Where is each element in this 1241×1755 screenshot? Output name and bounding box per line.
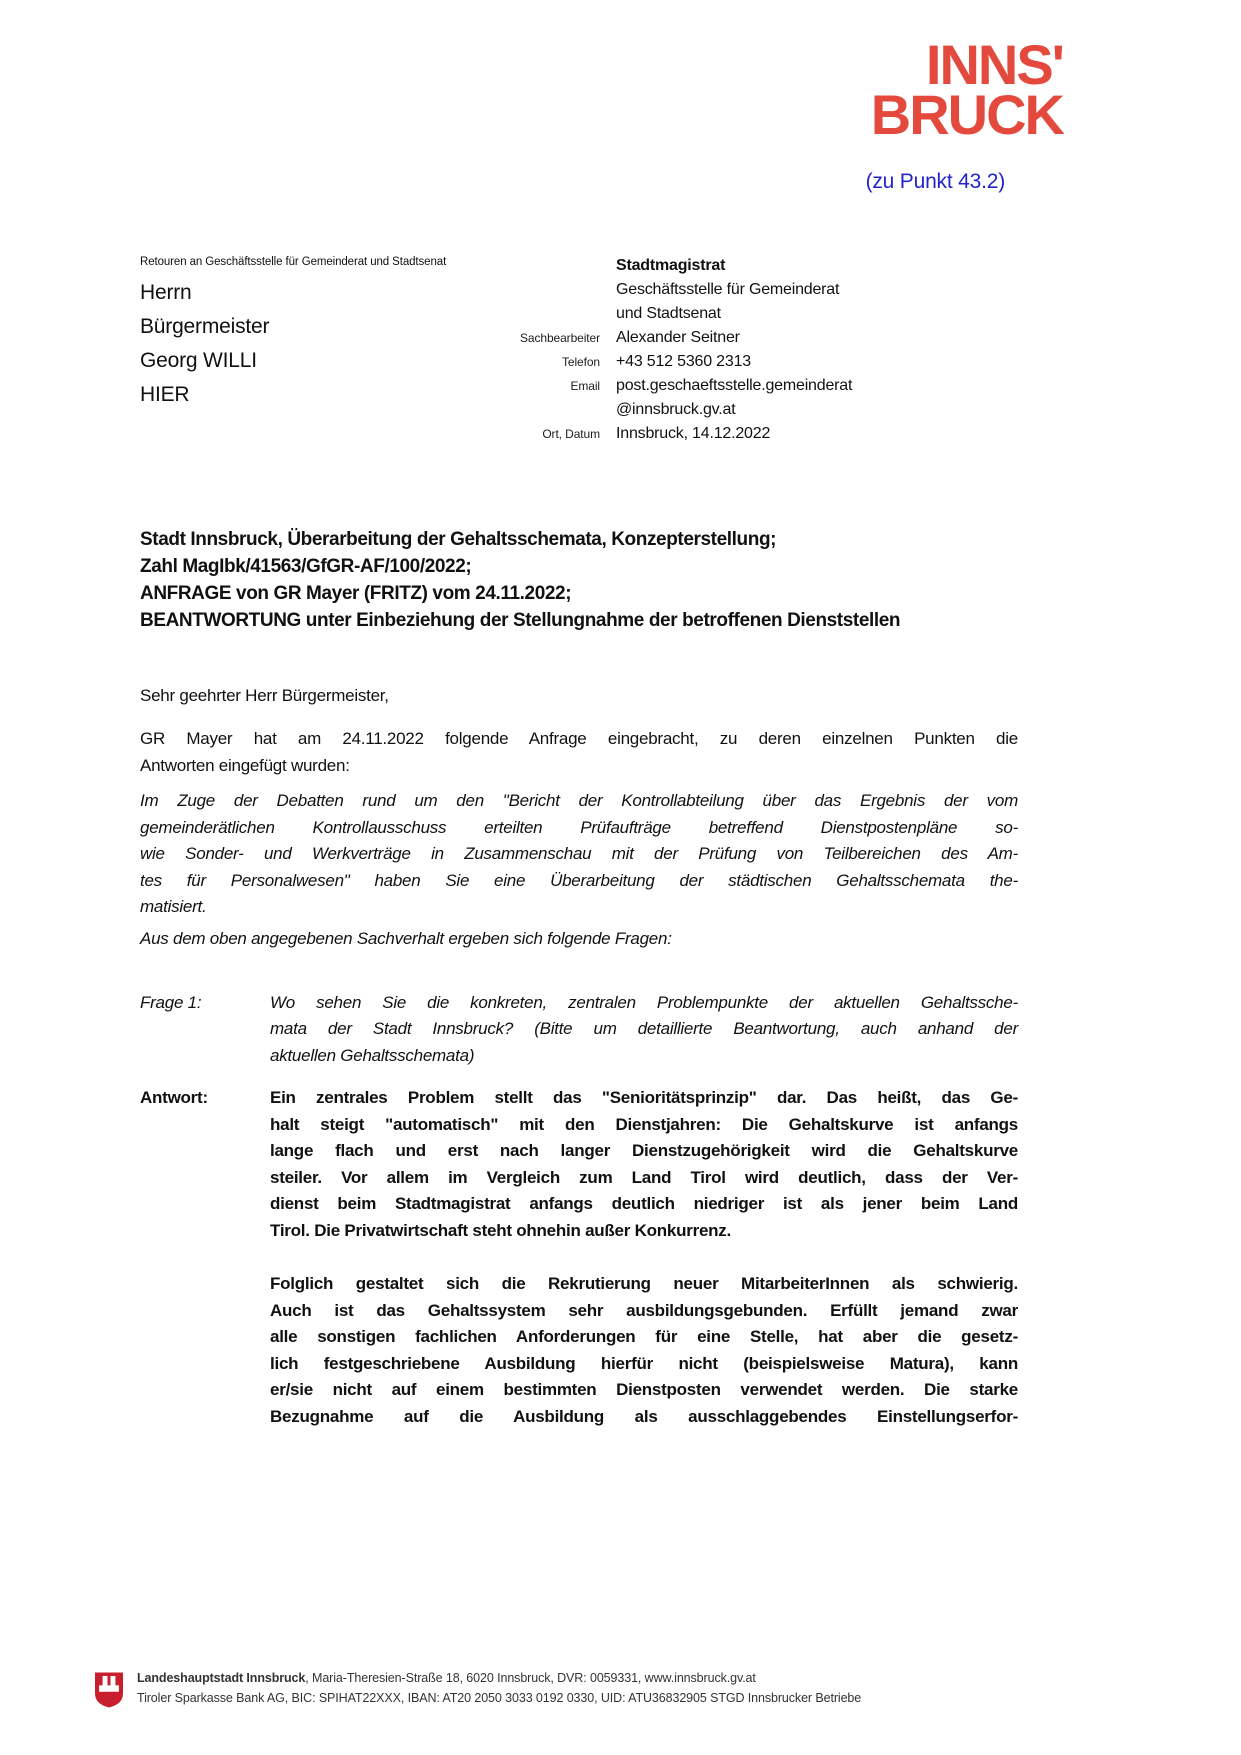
quoted-inquiry-paragraph: Im Zuge der Debatten rund um den "Bericht der Kontrollabteilung über das Ergebnis der vom gemeinderätlichen Kontrollausschuss erteilten Prüfaufträge betreffend Dienstpostenpläne so- wie Sonder- und Werkverträge in Zusammenschau mit der Prüfung von Teilbereichen des Am- tes für Personalwesen" haben Sie eine Überarbeitung der städtischen Gehaltsschemata the- matisiert. <box>140 791 1018 916</box>
sender-office-line-2: und Stadtsenat <box>616 305 721 322</box>
clerk-name: Alexander Seitner <box>616 329 740 346</box>
sender-row <box>420 350 852 374</box>
sender-department: Stadtmagistrat <box>616 257 726 274</box>
transition-line: Aus dem oben angegebenen Sachverhalt ergeben sich folgende Fragen: <box>140 928 672 948</box>
sender-row <box>420 254 852 278</box>
intro-paragraph: GR Mayer hat am 24.11.2022 folgende Anfrage eingebracht, zu deren einzelnen Punkten die Antworten eingefügt wurden: <box>140 729 1018 775</box>
field-label-email: Email <box>570 379 600 393</box>
sender-row <box>420 302 852 326</box>
footer-bank-line: Tiroler Sparkasse Bank AG, BIC: SPIHAT22XXX, IBAN: AT20 2050 3033 0192 0330, UID: ATU36832905 STGD Innsbrucker Betriebe <box>137 1691 862 1705</box>
question-1-block <box>140 990 1018 1070</box>
sender-row <box>420 374 852 398</box>
salutation: Sehr geehrter Herr Bürgermeister, <box>140 686 389 705</box>
recipient-address-block <box>140 256 446 412</box>
place-and-date: Innsbruck, 14.12.2022 <box>616 425 771 442</box>
subject-block: Stadt Innsbruck, Überarbeitung der Gehaltsschemata, Konzepterstellung; Zahl MagIbk/41563/GfGR-AF/100/2022; ANFRAGE von GR Mayer (FRITZ) vom 24.11.2022; BEANTWORTUNG unter Einbeziehung der Stellungnahme der betroffenen Dienststellen <box>140 529 901 631</box>
answer-1-text <box>270 1085 1018 1430</box>
sender-office-line-1: Geschäftsstelle für Gemeinderat <box>616 281 840 298</box>
logo-line-1: INNS' <box>925 33 1063 96</box>
answer-1-paragraph-2: Folglich gestaltet sich die Rekrutierung neuer MitarbeiterInnen als schwierig. Auch ist das Gehaltssystem sehr ausbildungsgebunden. Erfüllt jemand zwar alle sonstigen fachlichen Anforderungen für eine Stelle, hat aber die gesetz- lich festgeschriebene Ausbildung hierfür nicht (beispielsweise Matura), kann er/sie nicht auf einem bestimmten Dienstposten verwendet werden. Die starke Bezugnahme auf die Ausbildung als ausschlaggebendes Einstellungserfor- <box>270 1274 1018 1426</box>
footer <box>95 1668 861 1708</box>
agenda-point-annotation: (zu Punkt 43.2) <box>865 170 1005 193</box>
sender-info-block <box>420 254 852 446</box>
innsbruck-coat-of-arms-icon <box>95 1672 123 1708</box>
recipient-lines: Herrn Bürgermeister Georg WILLI HIER <box>140 281 270 406</box>
question-1-label: Frage 1: <box>140 992 202 1012</box>
sender-row <box>420 422 852 446</box>
logo-line-2: BRUCK <box>870 83 1063 146</box>
phone-number: +43 512 5360 2313 <box>616 353 751 370</box>
return-address-note: Retouren an Geschäftsstelle für Gemeinderat und Stadtsenat <box>140 256 447 268</box>
innsbruck-logo <box>870 33 1063 146</box>
email-address-line-2: @innsbruck.gv.at <box>616 401 736 418</box>
footer-address-rest: , Maria-Theresien-Straße 18, 6020 Innsbruck, DVR: 0059331, www.innsbruck.gv.at <box>305 1671 756 1685</box>
field-label-sachbearbeiter: Sachbearbeiter <box>520 331 600 345</box>
sender-row <box>420 398 852 422</box>
sender-row <box>420 326 852 350</box>
field-label-ort-datum: Ort, Datum <box>542 427 600 441</box>
email-address-line-1: post.geschaeftsstelle.gemeinderat <box>616 377 853 394</box>
question-1-text: Wo sehen Sie die konkreten, zentralen Problempunkte der aktuellen Gehaltssche- mata der Stadt Innsbruck? (Bitte um detaillierte Beantwortung, auch anhand der aktuellen Gehaltsschemata) <box>270 992 1018 1065</box>
sender-row <box>420 278 852 302</box>
letter-body <box>140 682 1018 1430</box>
footer-address-line <box>137 1668 861 1688</box>
footer-text <box>137 1668 861 1708</box>
answer-1-block <box>140 1085 1018 1430</box>
answer-1-paragraph-1: Ein zentrales Problem stellt das "Senioritätsprinzip" dar. Das heißt, das Ge- halt steigt "automatisch" mit den Dienstjahren: Die Gehaltskurve ist anfangs lange flach und erst nach langer Dienstzugehörigkeit wird die Gehaltskurve steiler. Vor allem im Vergleich zum Land Tirol wird deutlich, dass der Ver- dienst beim Stadtmagistrat anfangs deutlich niedriger ist als jener beim Land Tirol. Die Privatwirtschaft steht ohnehin außer Konkurrenz. <box>270 1088 1018 1240</box>
footer-city-name: Landeshauptstadt Innsbruck <box>137 1671 306 1685</box>
field-label-telefon: Telefon <box>562 355 600 369</box>
answer-1-label: Antwort: <box>140 1088 208 1107</box>
